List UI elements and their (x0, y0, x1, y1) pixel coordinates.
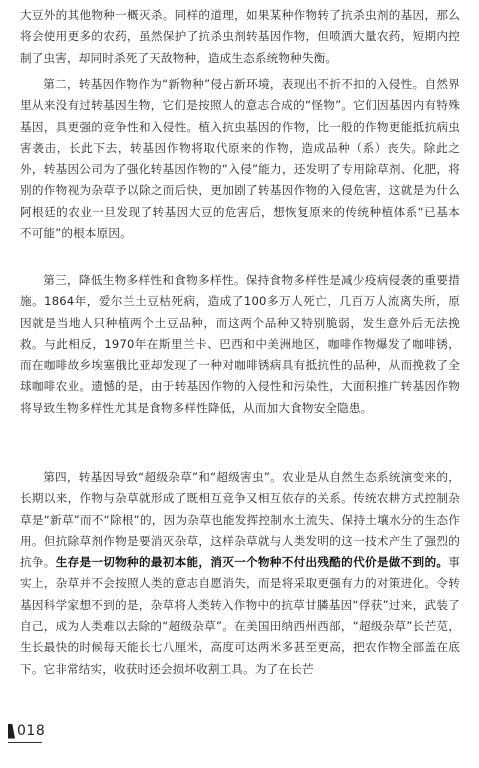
paragraph-fourth-point (20, 467, 460, 680)
paragraph-text: 第四，转基因导致“超级杂草”和“超级害虫”。农业是从自然生态系统演变来的，长期以来，作物与杂草就形成了既相互竞争又相互依存的关系。传统农耕方式控制杂草是“新草”而不“除根”的，因为杂草也能发挥控制水土流失、保持土壤水分的生态作用。但抗除草剂作物是要消灭杂草，这样杂草就与人类发明的这一技术产生了强烈的抗争。 (20, 470, 460, 570)
page-number (8, 723, 45, 739)
page-number-text: 018 (17, 723, 46, 739)
bold-statement: 生存是一切物种的最初本能，消灭一个物种不付出残酷的代价是做不到的。 (55, 555, 449, 570)
page-number-underline (8, 742, 42, 743)
paragraph-continuation: 大豆外的其他物种一概灭杀。同样的道理，如果某种作物转了抗杀虫剂的基因，那么将会使用更多的农药，虽然保护了抗杀虫剂转基因作物，但喷洒大量农药，短期内控制了虫害，却同时杀死了天敌物种，造成生态系统物种失衡。 (20, 8, 460, 65)
paragraph-third-point: 第三，降低生物多样性和食物多样性。保持食物多样性是减少疫病侵袭的重要措施。1864年，爱尔兰土豆枯死病，造成了100多万人死亡，几百万人流离失所，原因就是当地人只种植两个土豆品种，而这两个品种又特别脆弱，发生意外后无法挽救。与此相反，1970年在斯里兰卡、巴西和中美洲地区，咖啡作物爆发了咖啡锈，而在咖啡故乡埃塞俄比亚却发现了一种对咖啡锈病具有抵抗性的品种，从而挽救了全球咖啡农业。遗憾的是，由于转基因作物的入侵性和污染性，大面积推广转基因作物将导致生物多样性尤其是食物多样性降低，从而加大食物安全隐患。 (20, 273, 460, 415)
paragraph-text: 事实上，杂草并不会按照人类的意志自愿消失，而是将采取更强有力的对策进化。令转基因科学家想不到的是，杂草将人类转入作物中的抗草甘膦基因“俘获”过来，武装了自己，成为人类难以去除的“超级杂草”。在美国田纳西州西部，“超级杂草”长芒苋，生长最快的时候每天能长七八厘米，高度可达两米多甚至更高，把农作物全部盖在底下。它非常结实，收获时还会损坏收割工具。为了在长芒 (20, 555, 460, 676)
paragraph-second-point: 第二，转基因作物作为“新物种”侵占新环境，表现出不折不扣的入侵性。自然界里从来没有过转基因生物，它们是按照人的意志合成的“怪物”。它们因基因内有特殊基因，具更强的竞争性和入侵性。植入抗虫基因的作物，比一般的作物更能抵抗病虫害袭击，长此下去，转基因作物将取代原来的作物，造成品种（系）丧失。除此之外，转基因公司为了强化转基因作物的“入侵”能力，还发明了专用除草剂、化肥，将别的作物视为杂草予以除之而后快，更加剧了转基因作物的入侵危害，这就是为什么阿根廷的农业一旦发现了转基因大豆的危害后，想恢复原来的传统种植体系“已基本不可能”的根本原因。 (20, 77, 460, 241)
page-marker-icon (8, 724, 15, 739)
